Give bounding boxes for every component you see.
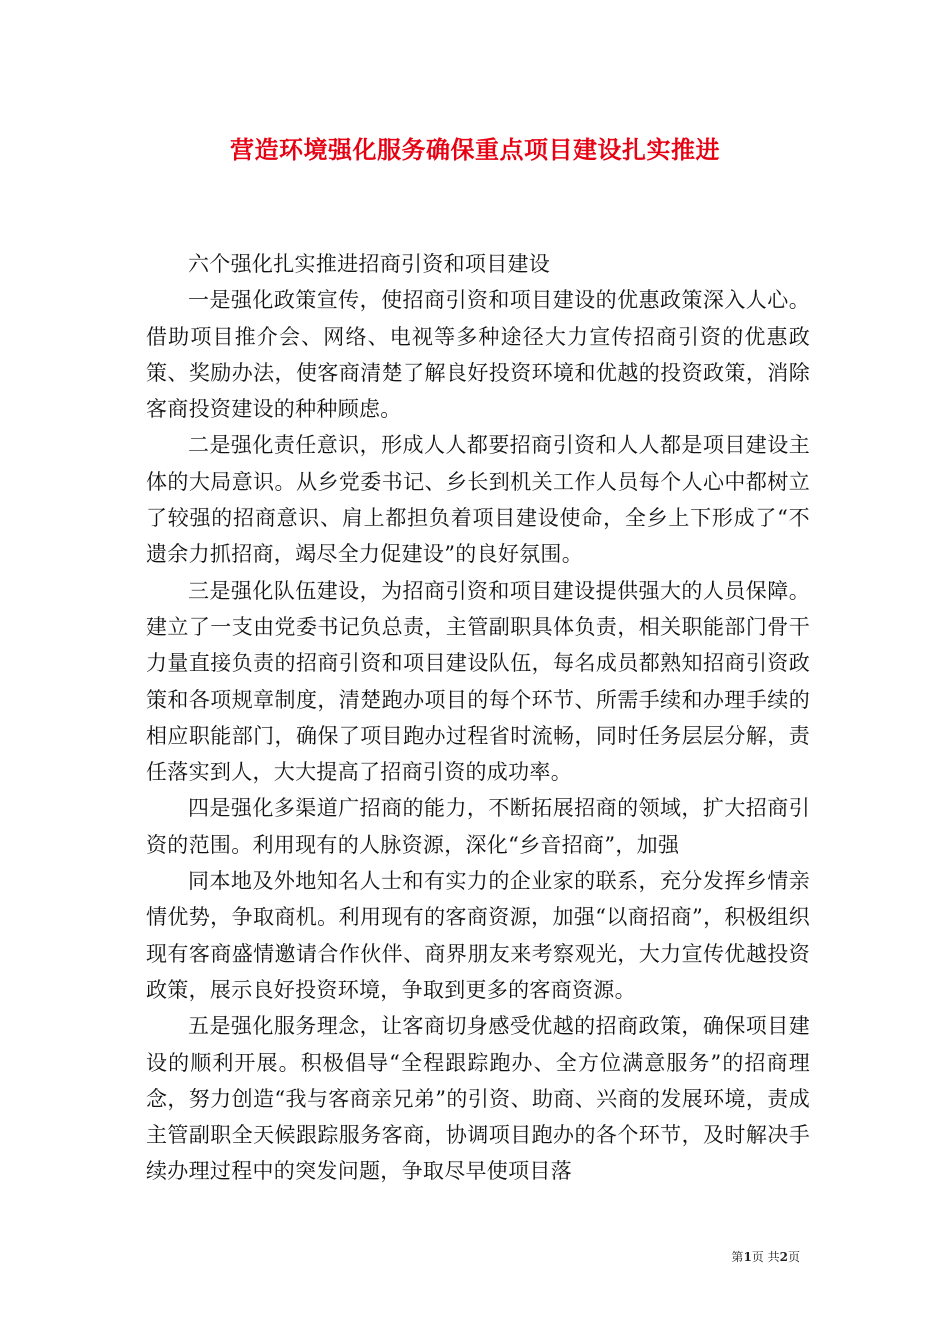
paragraph-2: 二是强化责任意识，形成人人都要招商引资和人人都是项目建设主体的大局意识。从乡党委书记、乡长到机关工作人员每个人心中都树立了较强的招商意识、肩上都担负着项目建设使命，全乡上下形成了“不遗余力抓招商，竭尽全力促建设”的良好氛围。 (146, 433, 810, 567)
document-title: 营造环境强化服务确保重点项目建设扎实推进 (230, 135, 720, 164)
page-number-footer (731, 1248, 800, 1265)
paragraph-1: 一是强化政策宣传，使招商引资和项目建设的优惠政策深入人心。借助项目推介会、网络、电视等多种途径大力宣传招商引资的优惠政策、奖励办法，使客商清楚了解良好投资环境和优越的投资政策，消除客商投资建设的种种顾虑。 (146, 288, 810, 422)
footer-suffix: 页 (787, 1250, 800, 1264)
paragraph-5: 同本地及外地知名人士和有实力的企业家的联系，充分发挥乡情亲情优势，争取商机。利用现有的客商资源，加强“以商招商”，积极组织现有客商盛情邀请合作伙伴、商界朋友来考察观光，大力宣传优越投资政策，展示良好投资环境，争取到更多的客商资源。 (146, 869, 810, 1002)
paragraph-heading: 六个强化扎实推进招商引资和项目建设 (188, 252, 551, 276)
document-body (146, 246, 810, 1190)
footer-prefix: 第 (731, 1250, 744, 1264)
paragraph-3: 三是强化队伍建设，为招商引资和项目建设提供强大的人员保障。建立了一支由党委书记负总责，主管副职具体负责，相关职能部门骨干力量直接负责的招商引资和项目建设队伍，每名成员都熟知招商引资政策和各项规章制度，清楚跑办项目的每个环节、所需手续和办理手续的相应职能部门，确保了项目跑办过程省时流畅，同时任务层层分解，责任落实到人，大大提高了招商引资的成功率。 (146, 578, 810, 785)
paragraph-4: 四是强化多渠道广招商的能力，不断拓展招商的领域，扩大招商引资的范围。利用现有的人脉资源，深化“乡音招商”，加强 (146, 796, 810, 857)
footer-total-pages: 2 (779, 1250, 788, 1264)
footer-middle: 页 共 (751, 1250, 780, 1264)
paragraph-6: 五是强化服务理念，让客商切身感受优越的招商政策，确保项目建设的顺利开展。积极倡导“全程跟踪跑办、全方位满意服务”的招商理念，努力创造“我与客商亲兄弟”的引资、助商、兴商的发展环境，责成主管副职全天候跟踪服务客商，协调项目跑办的各个环节，及时解决手续办理过程中的突发问题，争取尽早使项目落 (146, 1014, 810, 1184)
footer-current-page: 1 (743, 1250, 752, 1264)
